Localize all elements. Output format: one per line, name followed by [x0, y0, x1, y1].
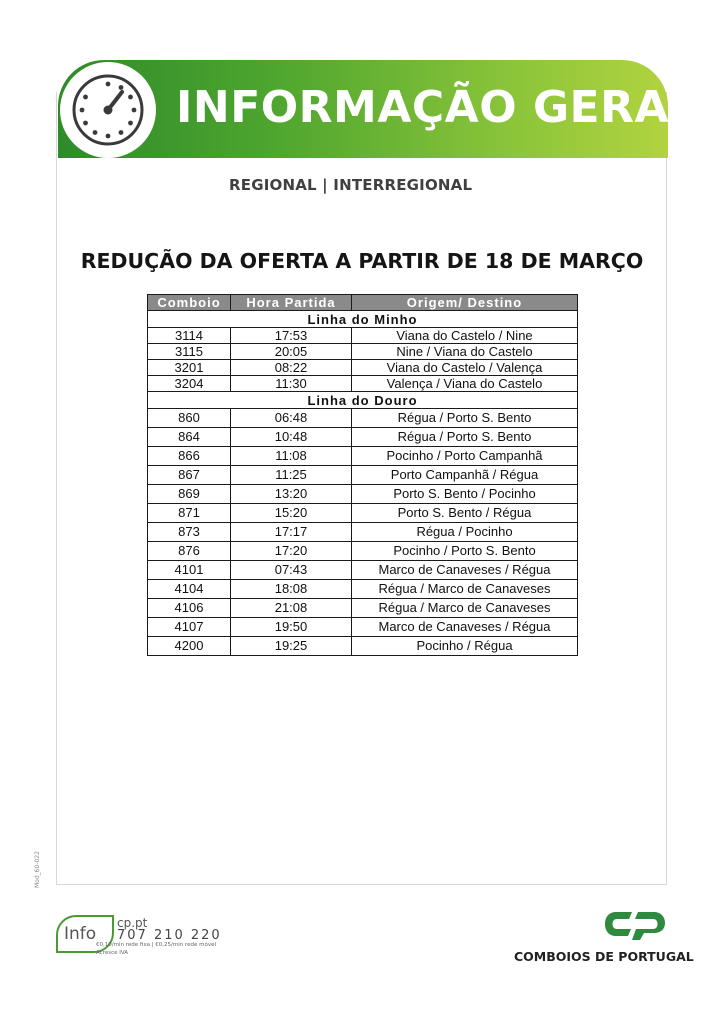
departure-time: 07:43	[231, 561, 352, 580]
info-call-cost: €0,10/min rede fixa | €0,25/min rede móvel	[96, 942, 217, 948]
train-number: 3204	[148, 376, 231, 392]
table-row	[148, 561, 578, 580]
table-row	[148, 618, 578, 637]
section-title-douro: Linha do Douro	[148, 392, 578, 409]
table-row	[148, 523, 578, 542]
route: Pocinho / Régua	[352, 637, 578, 656]
col-header-departure: Hora Partida	[231, 295, 352, 311]
table-row	[148, 580, 578, 599]
departure-time: 11:25	[231, 466, 352, 485]
table-row	[148, 409, 578, 428]
train-number: 4107	[148, 618, 231, 637]
route: Pocinho / Porto S. Bento	[352, 542, 578, 561]
train-number: 4106	[148, 599, 231, 618]
banner-title: INFORMAÇÃO GERAL	[176, 82, 698, 133]
schedule-table	[147, 294, 578, 656]
notice-headline: REDUÇÃO DA OFERTA A PARTIR DE 18 DE MARÇO	[80, 249, 644, 273]
table-row	[148, 376, 578, 392]
train-number: 866	[148, 447, 231, 466]
cp-logo-icon	[602, 908, 668, 946]
train-number: 3201	[148, 360, 231, 376]
train-number: 4200	[148, 637, 231, 656]
train-number: 871	[148, 504, 231, 523]
departure-time: 19:25	[231, 637, 352, 656]
route: Marco de Canaveses / Régua	[352, 618, 578, 637]
departure-time: 17:17	[231, 523, 352, 542]
departure-time: 21:08	[231, 599, 352, 618]
train-number: 4104	[148, 580, 231, 599]
section-row	[148, 311, 578, 328]
departure-time: 11:08	[231, 447, 352, 466]
info-label: Info	[64, 924, 97, 944]
section-title-minho: Linha do Minho	[148, 311, 578, 328]
route: Viana do Castelo / Nine	[352, 328, 578, 344]
route: Marco de Canaveses / Régua	[352, 561, 578, 580]
route: Viana do Castelo / Valença	[352, 360, 578, 376]
departure-time: 06:48	[231, 409, 352, 428]
route: Porto S. Bento / Pocinho	[352, 485, 578, 504]
departure-time: 15:20	[231, 504, 352, 523]
train-number: 869	[148, 485, 231, 504]
table-row	[148, 485, 578, 504]
departure-time: 18:08	[231, 580, 352, 599]
route: Régua / Porto S. Bento	[352, 428, 578, 447]
departure-time: 08:22	[231, 360, 352, 376]
route: Nine / Viana do Castelo	[352, 344, 578, 360]
table-row	[148, 447, 578, 466]
train-number: 864	[148, 428, 231, 447]
info-website: cp.pt	[117, 916, 148, 930]
table-header-row	[148, 295, 578, 311]
train-number: 4101	[148, 561, 231, 580]
departure-time: 11:30	[231, 376, 352, 392]
table-row	[148, 599, 578, 618]
route: Régua / Marco de Canaveses	[352, 599, 578, 618]
train-number: 3115	[148, 344, 231, 360]
table-row	[148, 504, 578, 523]
info-vat-note: Acresce IVA	[96, 950, 129, 956]
departure-time: 13:20	[231, 485, 352, 504]
brand-name: COMBOIOS DE PORTUGAL	[514, 949, 694, 964]
route: Régua / Porto S. Bento	[352, 409, 578, 428]
train-number: 860	[148, 409, 231, 428]
route: Pocinho / Porto Campanhã	[352, 447, 578, 466]
departure-time: 10:48	[231, 428, 352, 447]
table-row	[148, 637, 578, 656]
train-number: 876	[148, 542, 231, 561]
route: Régua / Marco de Canaveses	[352, 580, 578, 599]
table-row	[148, 328, 578, 344]
info-phone: 707 210 220	[117, 928, 222, 943]
table-row	[148, 428, 578, 447]
section-row	[148, 392, 578, 409]
table-row	[148, 360, 578, 376]
route: Régua / Pocinho	[352, 523, 578, 542]
train-number: 3114	[148, 328, 231, 344]
service-subtitle: REGIONAL | INTERREGIONAL	[229, 176, 473, 194]
document-code: Mod_60-022	[34, 851, 41, 888]
table-row	[148, 542, 578, 561]
departure-time: 17:53	[231, 328, 352, 344]
departure-time: 20:05	[231, 344, 352, 360]
train-number: 873	[148, 523, 231, 542]
route: Valença / Viana do Castelo	[352, 376, 578, 392]
col-header-route: Origem/ Destino	[352, 295, 578, 311]
col-header-train: Comboio	[148, 295, 231, 311]
gauge-icon	[60, 62, 156, 158]
departure-time: 17:20	[231, 542, 352, 561]
table-row	[148, 466, 578, 485]
route: Porto Campanhã / Régua	[352, 466, 578, 485]
route: Porto S. Bento / Régua	[352, 504, 578, 523]
departure-time: 19:50	[231, 618, 352, 637]
train-number: 867	[148, 466, 231, 485]
table-row	[148, 344, 578, 360]
